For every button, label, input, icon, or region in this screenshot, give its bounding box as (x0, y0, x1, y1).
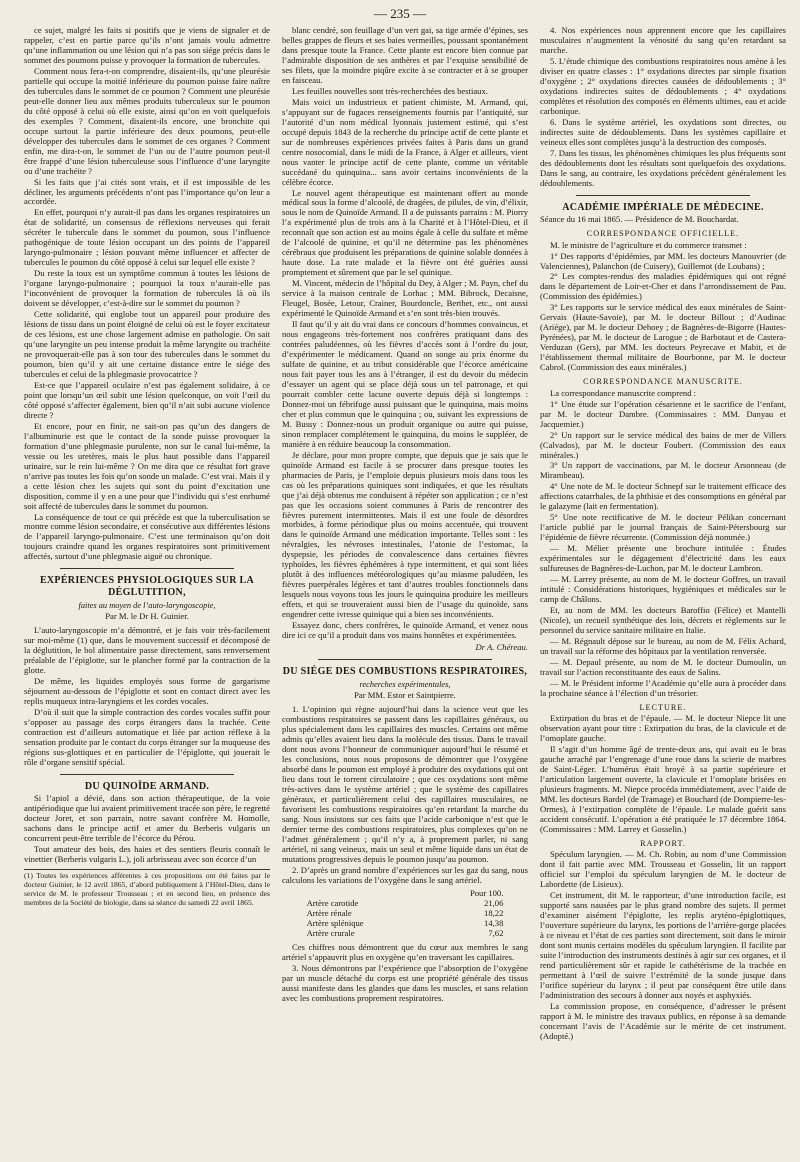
article-body (24, 626, 270, 768)
paragraph: blanc cendré, son feuillage d’un vert gai, sa tige armée d’épines, ses belles grappes de fleurs et ses baies vermeilles, poussant spontanément dans presque toute la France. Cette plante est encore bien connue par l’admirable disposition de ses anthères et par l’exquise sensibilité de ses filets, que la moindre piqûre excite à se contracter et à se grouper en faisceau. (282, 26, 528, 85)
paragraph: — M. Mélier présente une brochure intitulée : Études expérimentales sur le dégagement d’électricité dans les eaux sulfureuses de Bagnères-de-Luchon, par M. le docteur Lambron. (540, 543, 786, 574)
column-left (24, 26, 270, 1152)
paragraph: 3. Nous démontrons par l’expérience que l’absorption de l’oxygène par un muscle détaché du corps est une propriété générale des tissus aussi manifeste dans les glandes que dans les muscles, et sans relation avec les combustions proprement respiratoires. (282, 962, 528, 1003)
oxygen-value: 14,38 (484, 917, 504, 928)
col1-paragraphs (24, 26, 270, 562)
oxygen-value: 21,06 (484, 897, 504, 908)
paragraph: 6. Dans le système artériel, les oxydations sont directes, ou indirectes suite de dédoublements. Dans les systèmes capillaire et veineux elles sont complètes jusqu’à la destruction des composés. (540, 116, 786, 147)
paragraph: Si les faits que j’ai cités sont vrais, et il est impossible de les décliner, les arguments précédents n’ont pas l’importance qu’on leur a accordée. (24, 176, 270, 207)
paragraph: Est-ce que l’appareil oculaire n’est pas également solidaire, à ce point que lorsqu’un œil subit une lésion quelconque, on voit l’œil du côté opposé s’affecter également, bien qu’il n’ait subi aucune violence directe ? (24, 379, 270, 420)
paragraph: Le nouvel agent thérapeutique est maintenant offert au monde médical sous la forme d’alcoolé, de dragées, de pilules, de vin, d’élixir, sous le nom de Quinoïde Armand. Il a de puissants parrains : M. Piorry l’a expérimenté plus de trois ans à la Charité et à l’Hôtel-Dieu, et il reconnaît que son action est au moins égale à celle du sulfate et même de l’alcoolé de quinine, et qu’il ne détermine pas les phénomènes cérébraux que produisent les préparations de quinine solable données à haute dose. La rate malade et la fièvre ont été guéries aussi promptement et sûrement que par le sel quinique. (282, 187, 528, 278)
page-number: — 235 — (374, 6, 426, 21)
article-title: DU SIÉGE DES COMBUSTIONS RESPIRATOIRES, (282, 666, 528, 678)
article-body (24, 794, 270, 865)
paragraph: La correspondance manuscrite comprend : (550, 387, 697, 398)
oxygen-value: 18,22 (484, 907, 504, 918)
table-row (307, 929, 504, 939)
paragraph: 4° Une note de M. le docteur Schnepf sur le traitement efficace des affections catarrhales, de la phthisie et des consomptions en général par le galazyme (lait en fermentation). (540, 481, 786, 512)
academy-title: ACADÉMIE IMPÉRIALE DE MÉDECINE. (562, 201, 764, 213)
artery-label: Artère rénale (306, 907, 352, 918)
paragraph: Les feuilles nouvelles sont très-recherchées des bestiaux. (292, 85, 488, 96)
paragraph: — M. Depaul présente, au nom de M. le docteur Dumoulin, un travail sur l’action reconstituante des eaux de Salins. (540, 656, 786, 677)
paragraph: L’auto-laryngoscopie m’a démontré, et je fais voir très-facilement sur moi-même (1) que, dans le mouvement successif et décomposé de la déglutition, le bol alimentaire passe directement, sans renversement préalable de l’épiglotte, sur le plancher formé par la contraction de la glotte. (24, 625, 270, 676)
academy-session: Séance du 16 mai 1865. — Présidence de M. Bouchardat. (540, 214, 739, 225)
article-byline: Par MM. Estor et Saintpierre. (354, 690, 456, 701)
article-body (282, 705, 528, 885)
paragraph: Essayez donc, chers confrères, le quinoïde Armand, et venez nous dire ici ce qu’il a produit dans vos mains honnêtes et expérimentées. (282, 620, 528, 641)
paragraph: 1. L’opinion qui règne aujourd’hui dans la science veut que les combustions respiratoires se passent dans les capillaires généraux, ou plus spécialement dans les capillaires des muscles. Certains ont même admis qu’elles avaient lieu dans la molécule des tissus. Dans le travail dont nous avons l’honneur de communiquer aujourd’hui le résumé et les conclusions, nous nous proposons de démontrer que l’oxygène absorbé dans le poumon est employé à produire des oxydations qui ont lieu dans tout le torrent circulatoire ; que ces oxydations sont même très-actives dans le système artériel ; que le système des capillaires généraux, et particulièrement celui des capillaires musculaires, ne favorisent les combustions respiratoires qu’en retardant la marche du sang. Nous insistons sur ces faits que l’acide carbonique n’est que le dernier terme des combustions respiratoires, plus complexes qu’on ne l’admet généralement ; qu’il n’y a, à proprement parler, ni sang artériel, ni sang veineux, mais un seul et même liquide dans un état de mutations progressives depuis le poumon jusqu’au poumon. (282, 704, 528, 864)
separator-rule (60, 774, 234, 775)
paragraph: La conséquence de tout ce qui précède est que la tuberculisation se montre comme lésion secondaire, et consécutive aux différentes lésions de l’appareil laryngo-pulmonaire. C’est une terminaison qu’on doit toujours craindre quand les organes respiratoires sont primitivement affectés, surtout d’une phlegmasie aiguë ou chronique. (24, 511, 270, 562)
reading-body (540, 714, 786, 835)
oxygen-table (307, 889, 504, 939)
paragraph: Mais voici un industrieux et patient chimiste, M. Armand, qui, s’appuyant sur de fugaces renseignements fournis par l’antiquité, sur l’autorité d’un nom médical lyonnais justement estimé, qui s’est occupé depuis 1843 de la recherche du principe actif de cette plante et sur de nombreuses expériences privées faites à Paris dans un grand centre nosocomial, dans le midi de la France, à Alger et ailleurs, vient nous vanter le principe actif de cette plante, comme un véritable succédané du quinquina... sans avoir certains inconvénients de la célèbre écorce. (282, 96, 528, 187)
paragraph: 5. L’étude chimique des combustions respiratoires nous amène à les diviser en quatre classes : 1° oxydations directes par simple fixation d’oxygène ; 2° oxydations directes causées de dédoublements ; 3° oxydations indirectes suites de dédoublements ; 4° oxydations complètes et résolution des composés en éléments ultimes, eau et acide carbonique. (540, 55, 786, 116)
paragraph: 1° Une étude sur l’opération césarienne et le sacrifice de l’enfant, par M. le docteur Dambre. (Commissaires : MM. Danyau et Jacquemier.) (540, 398, 786, 429)
article-subtitle: recherches expérimentales, (359, 679, 451, 689)
paragraph: 4. Nos expériences nous apprennent encore que les capillaires musculaires n’augmentent la vénosité du sang qu’en retardant sa marche. (540, 26, 786, 55)
col2-paragraphs (282, 26, 528, 641)
author-signature: Dr A. Chéreau. (475, 642, 528, 653)
column-right (540, 26, 786, 1152)
oxygen-value: 7,62 (488, 927, 504, 938)
paragraph: — M. Régnault dépose sur le bureau, au nom de M. Félix Achard, un travail sur la réforme des hôpitaux par la ventilation renversée. (540, 635, 786, 656)
paragraph: — M. le Président informe l’Académie qu’elle aura à procéder dans la prochaine séance à l’élection d’un trésorier. (540, 677, 786, 698)
paragraph: Et encore, pour en finir, ne sait-on pas qu’un des dangers de l’albuminurie est que le contact de la sonde puisse provoquer la formation d’une phlegmasie purulente, non sur le canal lui-même, la vessie ou les uretères, mais le plus haut possible dans l’appareil urinaire, sur le rein lui-même ? On me dira que ce résultat fort grave n’arrive pas toutes les fois qu’on sonde un malade. C’est vrai. Mais il y a cette lésion chez les sujets qui sont du point d’excitation une disposition, comme il y en a une pour que l’individu qui s’est enrhumé soit affecté de tubercules dans le sommet du poumon. (24, 420, 270, 511)
paragraph: 5° Une note rectificative de M. le docteur Pélikan concernant l’article publié par le journal français de Saint-Pétersbourg sur l’épidémie de fièvre récurrente. (Commission déjà nommée.) (540, 512, 786, 543)
table-unit-header: Pour 100. (469, 887, 504, 898)
paragraph: 2. D’après un grand nombre d’expériences sur les gaz du sang, nous calculons les variations de l’oxygène dans le sang artériel. (282, 864, 528, 885)
paragraph: 7. Dans les tissus, les phénomènes chimiques les plus fréquents sont des dédoublements dont les résultats sont quelquefois des oxydations. Dans le sang, au contraire, les oxydations précèdent généralement les dédoublements. (540, 147, 786, 188)
paragraph: Extirpation du bras et de l’épaule. — M. le docteur Niepce lit une observation ayant pour titre : Extirpation du bras, de la clavicule et de l’omoplate gauche. (540, 713, 786, 744)
paragraph: De même, les liquides employés sous forme de gargarisme séjournent au-dessous de l’épiglotte et sont en contact direct avec les replis muqueux intra-laryngiens et les cordes vocales. (24, 676, 270, 707)
paragraph: Je déclare, pour mon propre compte, que depuis que je sais que le quinoïde Armand est facile à se procurer dans presque toutes les pharmacies de Paris, je l’emploie depuis plusieurs mois dans tous les cas où les préparations quiniques sont indiquées, et que les résultats que j’ai déjà obtenus me conduisent à répéter son application ; ce n’est pas que les occasions soient communes à Paris de rencontrer des fièvres purement intermittentes. Mais il est une foule de désordres morbides, à forme périodique plus ou moins accentuée, qui trouvent dans le quinoïde Armand une médication importante. Telles sont : les névralgies, les névroses intestinales, l’atonie de l’estomac, la dyspepsie, les périodes de convalescence dans certaines fièvres typhoïdes, les fièvres éphémères à type intermittent, et qui sont liées plutôt à des influences météorologiques qu’au miasme paludéen, les fièvres puerpérales légères et tant d’autres troubles fonctionnels dans lesquels nous voyons tous les jours le quinquina produire les meilleurs effets, et qui se trouveraient aussi bien de l’usage du quinoïde, sans engendrer cette ivresse quinique qui a bien ses inconvénients. (282, 449, 528, 620)
paragraph: 3° Un rapport de vaccinations, par M. le docteur Arsonneau (de Mirambeau). (540, 460, 786, 481)
paragraph: Cet instrument, dit M. le rapporteur, d’une introduction facile, est supporté sans nausées par le plus grand nombre des sujets. Il permet d’examiner aisément l’épiglotte, les replis aryténo-épiglottiques, l’ouverture supérieure du larynx, les portions de l’arrière-gorge placées à ce niveau et l’état de ces parties sont directement, soit dans le miroir dont sont munis certains modèles du spéculum laryngien. Il facilite par suite l’introduction des instruments destinés à agir sur ces organes, et il rend particulièrement sûr et rapide le cathétérisme de la trachée en permettant à l’œil de suivre l’extrémité de la sonde jusque dans l’orifice supérieur du larynx ; il peut par conséquent être utile dans l’administration des secours à donner aux noyés et asphyxiés. (540, 890, 786, 1000)
paragraph: Si l’apiol a dévié, dans son action thérapeutique, de la voie antipériodique que lui avaient primitivement tracée son père, le regretté docteur Joret, et son parrain, notre savant confrère M. Homolle, sachons dans le principe actif et amer du Berberis vulgaris un concurrent peut-être terrible de l’écorce du Pérou. (24, 793, 270, 844)
separator-rule (60, 568, 234, 569)
official-correspondence-body (540, 241, 786, 374)
article-title: DU QUINOÏDE ARMAND. (84, 780, 210, 792)
article-byline: Par M. le Dr H. Guinier. (105, 611, 189, 622)
official-correspondence-heading: CORRESPONDANCE OFFICIELLE. (586, 229, 740, 239)
paragraph: D’où il suit que la simple contraction des cordes vocales suffit pour s’opposer au passage des corps étrangers dans la trachée. Cette contraction est d’ailleurs automatique et liée par action réflexe à la sensation produite par le contact du corps étranger sur la muqueuse des régions sus-glottiques et en particulier de l’épiglotte, qui jouerait le rôle d’organe sensitif spécial. (24, 707, 270, 767)
footnote: (1) Toutes les expériences afférentes à ces propositions ont été faites par le docteur Guinier, le 12 avril 1865, d’abord publiquement à l’Hôtel-Dieu, dans le service de M. le professeur Trousseau ; et en second lieu, en présence des membres de la Société de biologie, dans sa séance du samedi 22 avril 1865. (24, 871, 270, 907)
paragraph: Il s’agit d’un homme âgé de trente-deux ans, qui avait eu le bras gauche arraché par l’engrenage d’une roue dans la scierie de marbres de Saint-Léger. L’humérus était broyé à sa partie supérieure et l’articulation largement ouverte, la clavicule et l’omoplate brisées en plusieurs fragments. M. Niepce procéda immédiatement, avec l’aide de MM. les docteurs Bardel (de Tramage) et Bouchard (de Dompierre-les-Ormes), à l’extirpation complète de l’épaule. Le malade guérit sans accident consécutif. L’opération a été pratiquée le 17 décembre 1864. (Commissaires : MM. Larrey et Gosselin.) (540, 744, 786, 834)
report-heading: RAPPORT. (640, 838, 686, 848)
manuscript-correspondence-body (540, 389, 786, 699)
manuscript-correspondence-heading: CORRESPONDANCE MANUSCRITE. (583, 377, 743, 387)
paragraph: Tout amateur des bois, des haies et des sentiers fleuris connaît le vinettier (Berberis vulgaris L.), joli arbrisseau avec son écorce d’un (24, 844, 270, 865)
paragraph: Et, au nom de MM. les docteurs Baroffio (Félice) et Mantelli (Nicole), un recueil synthétique des lois, décrets et règlements sur le personnel du service sanitaire militaire en Italie. (540, 605, 786, 635)
reading-heading: LECTURE. (639, 702, 687, 712)
artery-label: Artère carotide (306, 897, 359, 908)
report-body (540, 850, 786, 1041)
paragraph: 3° Les rapports sur le service médical des eaux minérales de Saint-Gervais (Haute-Savoie), par M. le docteur Billout ; d’Audinac (Ariége), par M. le docteur Dehoey ; de Bagnères-de-Bigorre (Hautes-Pyrénées), par M. le docteur de Larogue ; de Barbotaut et de Castera-Verduzan (Gers), par MM. les docteurs Peyrecave et Mabit, et de l’établissement thermal militaire de Bourbonne, par M. le docteur Cabrol. (Commission des eaux minérales.) (540, 302, 786, 373)
paragraph: 1° Des rapports d’épidémies, par MM. les docteurs Manouvrier (de Valenciennes), Palanchon (de Cuisery), Guillemot (de Loubans) ; (540, 250, 786, 271)
paragraph: — M. Larrey présente, au nom de M. le docteur Goffres, un travail intitulé : Considérations historiques, hygiéniques et médicales sur le camp de Châlons. (540, 574, 786, 605)
column-middle (282, 26, 528, 1152)
article-title: EXPÉRIENCES PHYSIOLOGIQUES SUR LA DÉGLUTITION, (39, 575, 255, 598)
artery-label: Artère splénique (306, 917, 364, 928)
text-columns (24, 26, 786, 1152)
paragraph: ce sujet, malgré les faits si positifs que je viens de signaler et de rappeler, c’est en partie parce qu’ils n’ont jamais voulu admettre qu’une inflammation ou une lésion qui n’a pas son siége précis dans le sommet des poumons puisse y provoquer la formation de tubercules. (24, 26, 270, 65)
paragraph: Il faut qu’il y ait du vrai dans ce concours d’hommes convaincus, et nous engageons très-fortement nos confrères pratiquant dans des contrées paludéennes, où les fièvres d’accès sont à l’ordre du jour, d’expérimenter le médicament. Quand on songe au prix énorme du sulfate de quinine, et au tribut considérable que l’écorce américaine nous fait payer tous les ans à l’étranger, il est du devoir du médecin d’essayer un agent qui se place déjà sous un tel patronage, et qui pourrait combler cette lacune ouverte depuis déjà si longtemps : Donnez-moi un fébrifuge aussi puissant que le quinquina, mais moins cher et plus commun que le quinquina ; ou, suivant les expressions de M. Bussy : Donnez-nous un produit organique ou autre qui puisse, sinon remplacer complétement le quinquina, du moins le suppléer, de manière à en réduire beaucoup la consommation. (282, 319, 528, 449)
article-subtitle: faites au moyen de l’auto-laryngoscopie, (78, 600, 216, 610)
paragraph: 2° Les comptes-rendus des maladies épidémiques qui ont régné dans le département de Loir-et-Cher et dans l’arrondissement de Pau. (Commission des épidémies.) (540, 271, 786, 302)
paragraph: Comment nous fera-t-on comprendre, disaient-ils, qu’une pleurésie partielle qui occupe la moitié inférieure du poumon puisse faire naître des tubercules dans le sommet de ce poumon ? Comment une pleurésie peut-elle donner lieu aux mêmes produits tuberculeux sur le poumon du côté opposé à celui où elle existe, ainsi qu’on en voit quelquefois des exemples ? Comment, disaient-ils encore, une bronchite qui occupe surtout la partie inférieure des deux poumons, peut-elle développer des tubercules dans le sommet de ces organes ? Comment enfin, me dira-t-on, le sommet de l’un ou de l’autre poumon peut-il être frappé d’une lésion tuberculeuse sous l’influence d’une laryngite ou d’une trachéite ? (24, 65, 270, 176)
col3-paragraphs (540, 26, 786, 189)
paragraph: Du reste la toux est un symptôme commun à toutes les lésions de l’organe laryngo-pulmonaire ; pourquoi la toux n’aurait-elle pas l’inconvénient de provoquer la formation de tubercules là où ils doivent se développer, c’est-à-dire sur le sommet du poumon ? (24, 268, 270, 309)
paragraph: M. le ministre de l’agriculture et du commerce transmet : (550, 239, 747, 250)
paragraph: 2° Un rapport sur le service médical des bains de mer de Villers (Calvados), par M. le docteur Foubert. (Commission des eaux minérales.) (540, 429, 786, 460)
paragraph: M. Vincent, médecin de l’hôpital du Dey, à Alger ; M. Payn, chef du service à la maison centrale de Lorhac ; MM. Bibrock, Decaisne, Fleugel, Bosée, Letour, Crainer, Bourdoncle, Berthet, etc., ont aussi expérimenté le Quinoïde Armand et s’en sont très-bien trouvés. (282, 278, 528, 319)
article-body-after-table (282, 943, 528, 1004)
paragraph: Cette solidarité, qui englobe tout un appareil pour produire des lésions de tissu dans un point éloigné de celui où est le foyer excitateur de ces lésions, est une chose largement admise en pathologie. On sait qu’une laryngite un peu intense produit la même laryngite ou trachéite ne provoquerait-elle pas à son tour des tubercules dans le sommet du poumon, bien qu’il y ait une certaine distance entre le siége des tubercules et celui de la phlegmasie provocatrice ? (24, 309, 270, 379)
paragraph: La commission propose, en conséquence, d’adresser le présent rapport à M. le ministre des travaux publics, en réponse à sa demande concernant l’avis de l’Académie sur le mérite de cet instrument. (Adopté.) (540, 1000, 786, 1041)
separator-rule (318, 659, 492, 660)
paragraph: Spéculum laryngien. — M. Ch. Robin, au nom d’une Commission dont il fait partie avec MM. Trousseau et Gosselin, lit un rapport officiel sur l’emploi du spéculum laryngien de M. le docteur de Labordette (de Lisieux). (540, 849, 786, 890)
artery-label: Artère crurale (306, 927, 355, 938)
paragraph: En effet, pourquoi n’y aurait-il pas dans les organes respiratoires un état de solidarité, un consensus de réflexions nerveuses qui ferait sécréter le tubercule dans le sommet du poumon, sous l’influence pathogénique de toute lésion occupant un des points de l’appareil laryngo-pulmonaire ; lésion pouvant même influencer et affecter de tubercules le poumon du côté opposé à celui sur lequel elle existe ? (24, 207, 270, 268)
paragraph: Ces chiffres nous démontrent que du cœur aux membres le sang artériel s’appauvrit plus en oxygène qu’en traversant les capillaires. (282, 941, 528, 962)
separator-rule (576, 195, 750, 196)
